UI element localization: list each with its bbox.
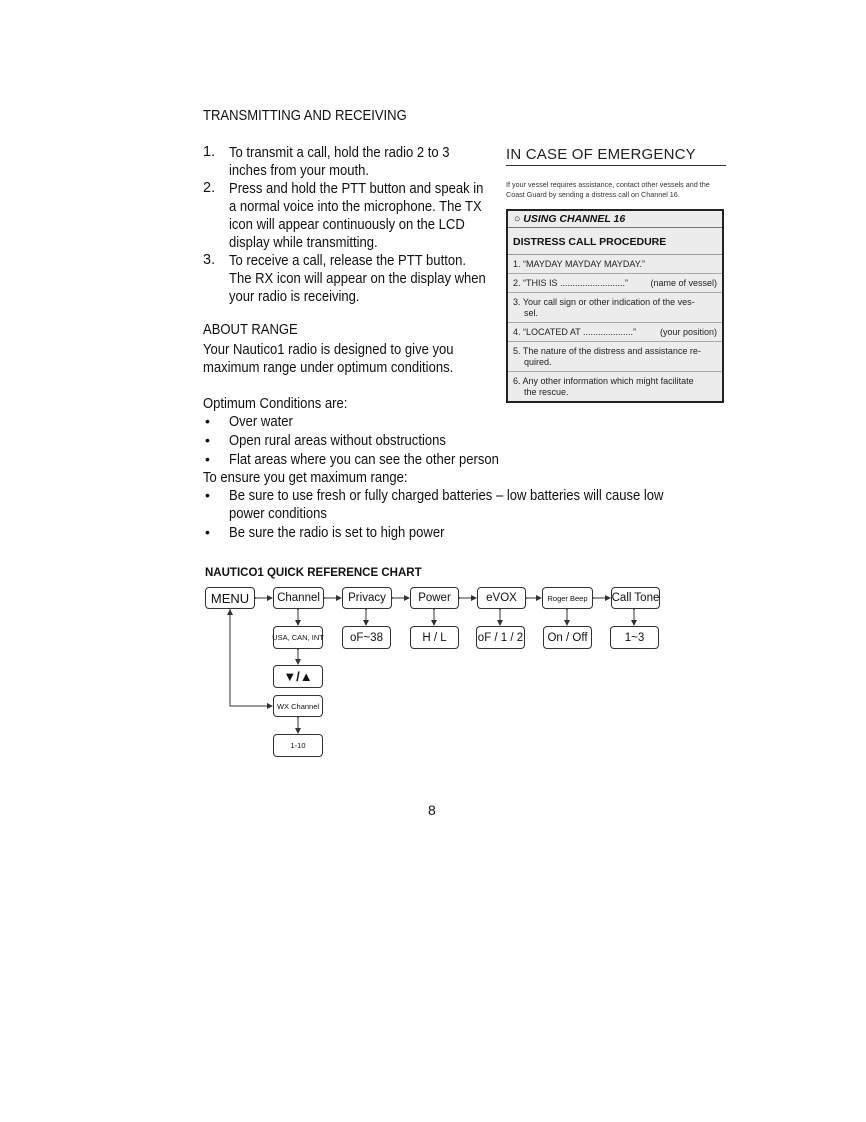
procedure-title: DISTRESS CALL PROCEDURE	[508, 228, 722, 255]
bullet-icon: •	[205, 487, 210, 503]
optimum-item: Over water	[229, 414, 293, 430]
chart-value-channel: USA, CAN, INT	[273, 626, 323, 649]
step-text: 1. “MAYDAY MAYDAY MAYDAY.”	[513, 259, 646, 269]
step-note: (your position)	[659, 327, 717, 337]
bullet-icon: •	[205, 524, 210, 540]
bullet-icon: •	[205, 451, 210, 467]
chart-node-evox: eVOX	[477, 587, 526, 609]
chart-value-call-tone: 1~3	[610, 626, 659, 649]
chart-node-channel: Channel	[273, 587, 324, 609]
range-paragraph-line-2: maximum range under optimum conditions.	[203, 360, 454, 376]
chart-value-power: H / L	[410, 626, 459, 649]
step-2-line-1: Press and hold the PTT button and speak in	[229, 181, 484, 197]
up-down-arrows-node: ▼/▲	[273, 665, 323, 688]
chart-node-power: Power	[410, 587, 459, 609]
emergency-title: IN CASE OF EMERGENCY	[506, 146, 726, 166]
chart-value-roger-beep: On / Off	[543, 626, 592, 649]
optimum-conditions-label: Optimum Conditions are:	[203, 396, 348, 412]
section-heading-about-range: ABOUT RANGE	[203, 322, 298, 338]
chart-node-menu: MENU	[205, 587, 255, 609]
step-continuation: sel.	[524, 308, 539, 318]
optimum-item: Open rural areas without obstructions	[229, 433, 446, 449]
chart-title: NAUTICO1 QUICK REFERENCE CHART	[205, 567, 422, 579]
step-continuation: the rescue.	[524, 387, 569, 397]
ensure-item-line: Be sure the radio is set to high power	[229, 525, 445, 541]
step-number: 3.	[203, 252, 216, 268]
chart-node-wx-channel: WX Channel	[273, 695, 323, 717]
step-note: (name of vessel)	[650, 278, 717, 288]
chart-value-privacy: oF~38	[342, 626, 391, 649]
step-text: 2. “THIS IS ..........................”	[513, 278, 629, 288]
step-2-line-4: display while transmitting.	[229, 235, 378, 251]
step-3-line-2: The RX icon will appear on the display when	[229, 271, 486, 287]
channel-16-subheading: ○ USING CHANNEL 16	[508, 211, 722, 228]
chart-node-call-tone: Call Tone	[611, 587, 660, 609]
step-text: 4. “LOCATED AT ....................”	[513, 327, 637, 337]
step-2-line-2: a normal voice into the microphone. The TX	[229, 199, 482, 215]
step-continuation: quired.	[524, 357, 552, 367]
section-heading-transmitting: TRANSMITTING AND RECEIVING	[203, 108, 407, 124]
emergency-intro: If your vessel requires assistance, contact other vessels and the Coast Guard by sending a distress call on Channel 16.	[506, 180, 710, 199]
step-text: 6. Any other information which might facilitate	[513, 376, 694, 386]
bullet-icon: •	[205, 432, 210, 448]
step-3-line-3: your radio is receiving.	[229, 289, 360, 305]
ensure-range-label: To ensure you get maximum range:	[203, 470, 408, 486]
menu-to-wx-connector	[230, 609, 272, 706]
step-text: 5. The nature of the distress and assistance re-	[513, 346, 701, 356]
step-1-line-2: inches from your mouth.	[229, 163, 369, 179]
step-number: 2.	[203, 180, 216, 196]
step-text: 3. Your call sign or other indication of the ves-	[513, 297, 695, 307]
chart-value-evox: oF / 1 / 2	[476, 626, 525, 649]
chart-node-privacy: Privacy	[342, 587, 392, 609]
range-paragraph-line-1: Your Nautico1 radio is designed to give you	[203, 342, 454, 358]
step-1-line-1: To transmit a call, hold the radio 2 to 3	[229, 145, 450, 161]
step-number: 1.	[203, 144, 216, 160]
ensure-item-line: Be sure to use fresh or fully charged batteries – low batteries will cause low	[229, 488, 664, 504]
step-2-line-3: icon will appear continuously on the LCD	[229, 217, 465, 233]
step-3-line-1: To receive a call, release the PTT button.	[229, 253, 466, 269]
page-number: 8	[428, 802, 436, 818]
ensure-item-line: power conditions	[229, 506, 327, 522]
optimum-item: Flat areas where you can see the other person	[229, 452, 499, 468]
chart-value-wx-range: 1-10	[273, 734, 323, 757]
bullet-icon: •	[205, 413, 210, 429]
chart-node-roger-beep: Roger Beep	[542, 587, 593, 609]
